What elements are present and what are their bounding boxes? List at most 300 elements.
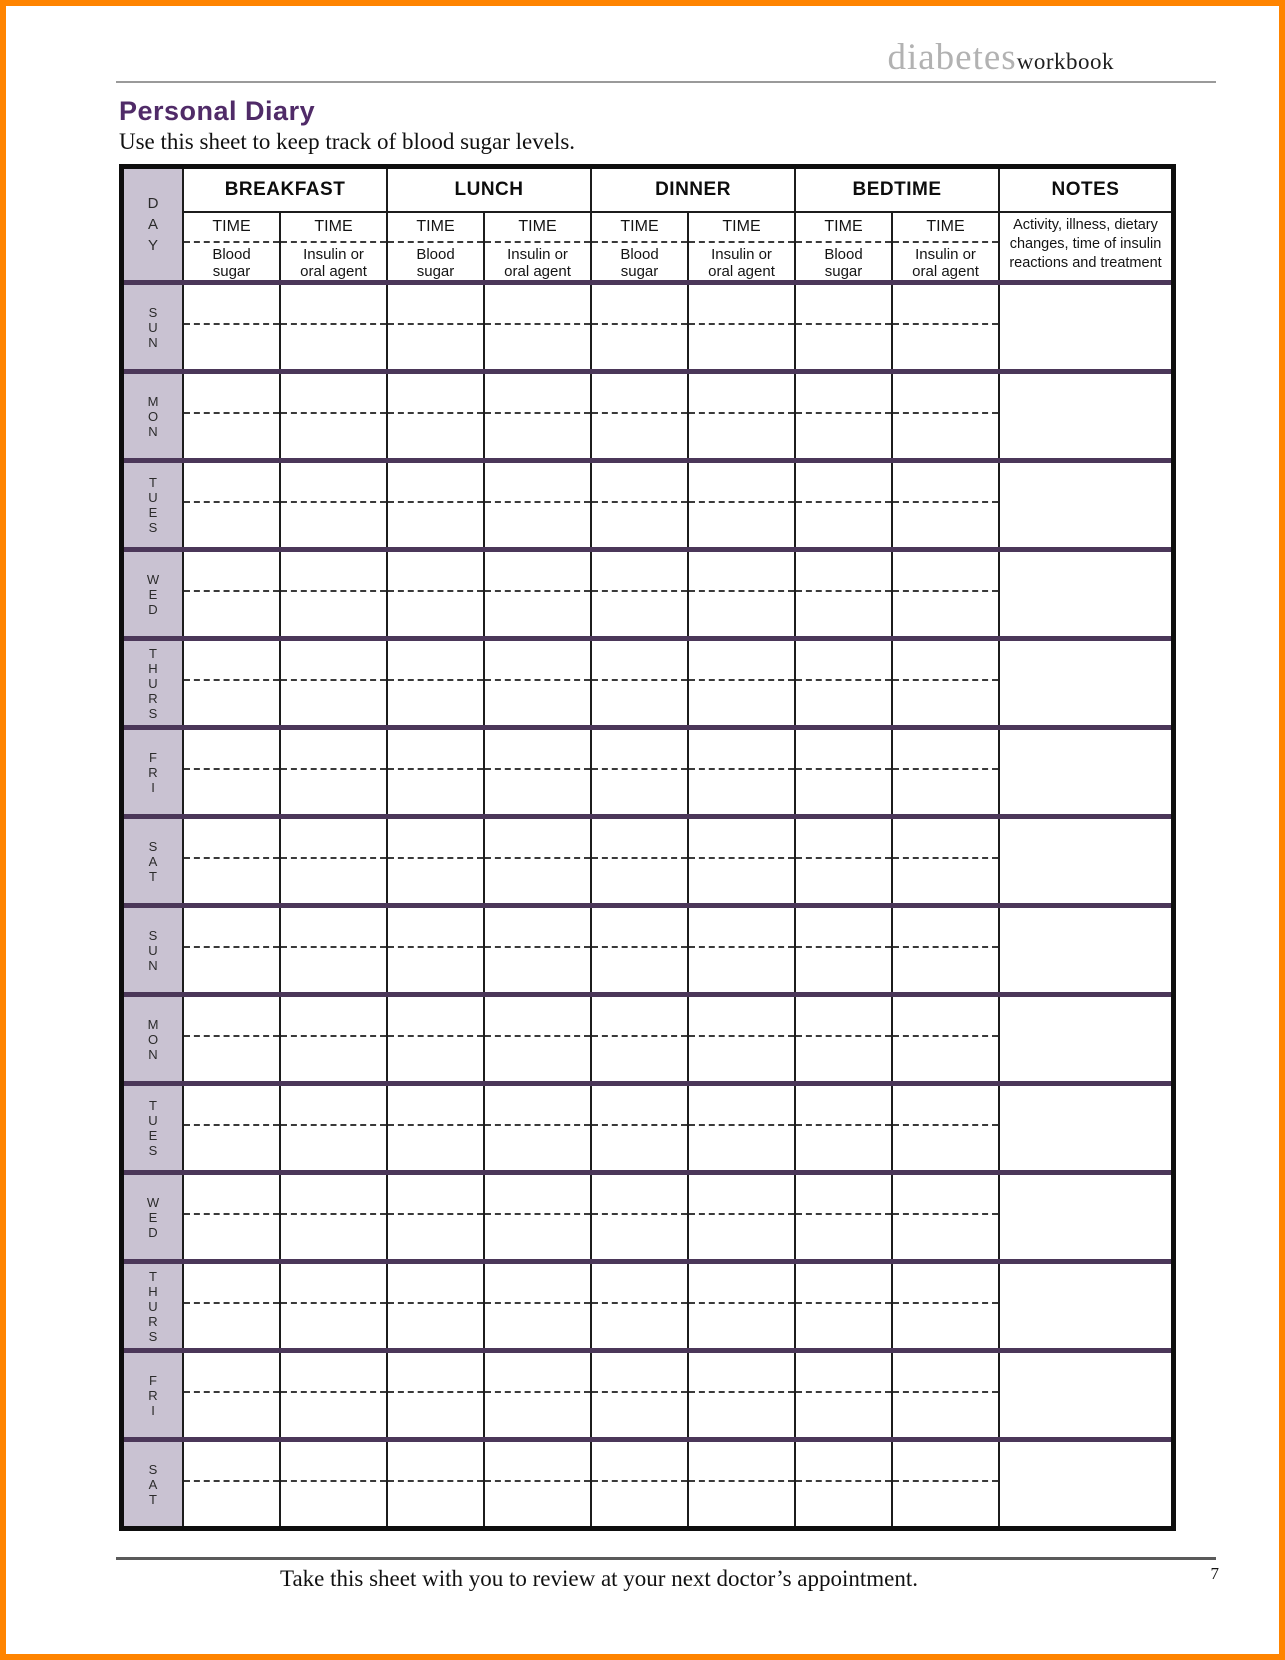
entry-divider-line [689, 1302, 794, 1304]
entry-divider-line [796, 1480, 891, 1482]
entry-divider-line [184, 1480, 279, 1482]
day-row-thurs [124, 641, 1171, 725]
entry-divider-line [184, 590, 279, 592]
entry-cell [592, 641, 689, 725]
day-label: S A T [124, 819, 184, 903]
entry-cell [796, 819, 893, 903]
entry-cell [184, 997, 281, 1081]
entry-cell [485, 552, 592, 636]
time-label: TIME [485, 213, 590, 243]
entry-cell [893, 1442, 1000, 1526]
entry-divider-line [893, 1302, 998, 1304]
entry-cell [485, 374, 592, 458]
entry-cell [184, 1353, 281, 1437]
entry-cell [592, 1264, 689, 1348]
entry-cell [796, 1086, 893, 1170]
entry-divider-line [388, 1302, 483, 1304]
entry-divider-line [592, 1124, 687, 1126]
entry-divider-line [689, 1035, 794, 1037]
entry-divider-line [796, 323, 891, 325]
entry-divider-line [184, 1035, 279, 1037]
entry-divider-line [893, 679, 998, 681]
entry-cell [281, 1086, 388, 1170]
day-label: W E D [124, 552, 184, 636]
entry-divider-line [592, 501, 687, 503]
entry-divider-line [184, 1302, 279, 1304]
entry-cell [388, 552, 485, 636]
entry-divider-line [689, 857, 794, 859]
entry-divider-line [689, 679, 794, 681]
time-label: TIME [388, 213, 483, 243]
entry-cell [796, 285, 893, 369]
entry-cell [485, 819, 592, 903]
entry-cell [689, 1264, 796, 1348]
entry-cell [689, 819, 796, 903]
entry-divider-line [893, 1035, 998, 1037]
entry-divider-line [388, 1213, 483, 1215]
entry-divider-line [281, 1480, 386, 1482]
entry-cell [592, 997, 689, 1081]
day-row-sat [124, 1442, 1171, 1526]
meal-subcolumns [592, 213, 794, 280]
entry-divider-line [281, 323, 386, 325]
page-content [119, 6, 1219, 1592]
entry-divider-line [796, 501, 891, 503]
entry-divider-line [592, 857, 687, 859]
entry-cell [281, 1442, 388, 1526]
entry-divider-line [485, 1302, 590, 1304]
day-row-fri [124, 1353, 1171, 1437]
entry-divider-line [485, 590, 590, 592]
notes-cell [1000, 374, 1171, 458]
entry-cell [893, 641, 1000, 725]
notes-cell [1000, 285, 1171, 369]
entry-divider-line [485, 323, 590, 325]
header-rule [116, 81, 1216, 83]
notes-cell [1000, 1086, 1171, 1170]
entry-cell [592, 819, 689, 903]
entry-divider-line [689, 1124, 794, 1126]
day-label: M O N [124, 374, 184, 458]
entry-cell [689, 285, 796, 369]
entry-divider-line [184, 323, 279, 325]
entry-divider-line [796, 1302, 891, 1304]
entry-cell [592, 285, 689, 369]
notes-cell [1000, 552, 1171, 636]
day-label: F R I [124, 1353, 184, 1437]
entry-cell [485, 997, 592, 1081]
entry-cell [281, 552, 388, 636]
entry-cell [592, 1086, 689, 1170]
entry-divider-line [388, 1035, 483, 1037]
entry-divider-line [893, 1213, 998, 1215]
entry-cell [388, 1175, 485, 1259]
entry-divider-line [485, 946, 590, 948]
brand-header [119, 36, 1176, 79]
time-label: TIME [184, 213, 279, 243]
entry-cell [281, 819, 388, 903]
entry-cell [689, 1353, 796, 1437]
insulin-or-oral-agent-column-header [281, 213, 386, 280]
entry-cell [184, 1086, 281, 1170]
day-label: T U E S [124, 1086, 184, 1170]
entry-cell [592, 552, 689, 636]
entry-divider-line [485, 768, 590, 770]
insulin-or-oral-agent-column-header [689, 213, 794, 280]
entry-cell [485, 641, 592, 725]
entry-divider-line [796, 1124, 891, 1126]
notes-cell [1000, 997, 1171, 1081]
page-number: 7 [1210, 1564, 1219, 1583]
entry-divider-line [689, 590, 794, 592]
entry-cell [689, 1175, 796, 1259]
notes-cell [1000, 1353, 1171, 1437]
day-row-sun [124, 285, 1171, 369]
day-label: S U N [124, 908, 184, 992]
entry-divider-line [893, 1124, 998, 1126]
blood-sugar-column-header [388, 213, 485, 280]
sub-label: Blood sugar [620, 246, 659, 280]
notes-cell [1000, 1442, 1171, 1526]
entry-cell [388, 463, 485, 547]
day-row-sun [124, 908, 1171, 992]
entry-divider-line [689, 1391, 794, 1393]
notes-cell [1000, 463, 1171, 547]
meal-group [388, 169, 592, 280]
entry-divider-line [388, 412, 483, 414]
entry-divider-line [388, 946, 483, 948]
entry-cell [184, 641, 281, 725]
entry-cell [592, 463, 689, 547]
time-label: TIME [893, 213, 998, 243]
table-header [124, 169, 1171, 280]
entry-cell [893, 285, 1000, 369]
blood-sugar-column-header [592, 213, 689, 280]
day-row-mon [124, 374, 1171, 458]
brand-suffix: workbook [1016, 49, 1114, 74]
entry-cell [184, 819, 281, 903]
meal-header: DINNER [592, 169, 794, 213]
day-row-wed [124, 1175, 1171, 1259]
entry-divider-line [184, 857, 279, 859]
sub-label: Insulin or oral agent [912, 246, 979, 280]
entry-divider-line [485, 1035, 590, 1037]
entry-divider-line [485, 501, 590, 503]
entry-cell [893, 1264, 1000, 1348]
footer-rule [116, 1557, 1216, 1560]
entry-divider-line [689, 412, 794, 414]
entry-divider-line [592, 1213, 687, 1215]
entry-divider-line [592, 1480, 687, 1482]
entry-divider-line [796, 946, 891, 948]
entry-cell [184, 463, 281, 547]
day-label: W E D [124, 1175, 184, 1259]
entry-cell [689, 641, 796, 725]
entry-cell [184, 730, 281, 814]
notes-cell [1000, 819, 1171, 903]
entry-divider-line [485, 1124, 590, 1126]
entry-cell [689, 1442, 796, 1526]
page-subtitle: Use this sheet to keep track of blood sugar levels. [119, 129, 576, 154]
entry-cell [485, 1442, 592, 1526]
entry-cell [796, 997, 893, 1081]
entry-divider-line [592, 412, 687, 414]
meal-subcolumns [184, 213, 386, 280]
entry-divider-line [184, 679, 279, 681]
entry-divider-line [388, 857, 483, 859]
entry-cell [281, 1353, 388, 1437]
entry-divider-line [893, 412, 998, 414]
entry-divider-line [796, 768, 891, 770]
entry-cell [281, 1175, 388, 1259]
page-title: Personal Diary [119, 96, 316, 126]
entry-cell [893, 374, 1000, 458]
meal-header: BEDTIME [796, 169, 998, 213]
entry-divider-line [893, 323, 998, 325]
entry-divider-line [592, 323, 687, 325]
entry-cell [689, 997, 796, 1081]
day-label: T U E S [124, 463, 184, 547]
entry-divider-line [893, 1391, 998, 1393]
day-row-mon [124, 997, 1171, 1081]
day-row-tues [124, 463, 1171, 547]
brand-name: diabetes [887, 37, 1017, 78]
entry-divider-line [388, 768, 483, 770]
entry-cell [796, 463, 893, 547]
entry-cell [592, 908, 689, 992]
entry-cell [184, 1264, 281, 1348]
meal-header: BREAKFAST [184, 169, 386, 213]
sub-label: Blood sugar [824, 246, 863, 280]
sub-label: Blood sugar [416, 246, 455, 280]
entry-cell [689, 463, 796, 547]
entry-cell [689, 908, 796, 992]
entry-cell [281, 997, 388, 1081]
entry-cell [388, 730, 485, 814]
entry-cell [689, 552, 796, 636]
entry-cell [592, 1353, 689, 1437]
entry-cell [796, 1353, 893, 1437]
day-label: S A T [124, 1442, 184, 1526]
sub-label: Insulin or oral agent [504, 246, 571, 280]
entry-cell [388, 285, 485, 369]
entry-cell [388, 1353, 485, 1437]
entry-cell [796, 641, 893, 725]
entry-divider-line [592, 1035, 687, 1037]
entry-cell [388, 1264, 485, 1348]
entry-divider-line [281, 1124, 386, 1126]
entry-divider-line [281, 679, 386, 681]
notes-cell [1000, 730, 1171, 814]
entry-divider-line [485, 412, 590, 414]
entry-cell [281, 374, 388, 458]
entry-divider-line [388, 1391, 483, 1393]
entry-cell [388, 641, 485, 725]
entry-cell [689, 374, 796, 458]
notes-header: NOTES [1000, 169, 1171, 213]
entry-divider-line [485, 679, 590, 681]
entry-cell [388, 1442, 485, 1526]
notes-cell [1000, 908, 1171, 992]
entry-divider-line [281, 1302, 386, 1304]
entry-divider-line [184, 946, 279, 948]
entry-divider-line [689, 1480, 794, 1482]
entry-divider-line [184, 768, 279, 770]
entry-divider-line [281, 1391, 386, 1393]
entry-divider-line [689, 768, 794, 770]
entry-divider-line [281, 946, 386, 948]
meal-subcolumns [388, 213, 590, 280]
insulin-or-oral-agent-column-header [485, 213, 590, 280]
sub-label: Insulin or oral agent [708, 246, 775, 280]
entry-cell [592, 1442, 689, 1526]
notes-cell [1000, 1175, 1171, 1259]
entry-divider-line [281, 501, 386, 503]
entry-divider-line [893, 501, 998, 503]
entry-divider-line [796, 1213, 891, 1215]
entry-divider-line [281, 1035, 386, 1037]
day-label: S U N [124, 285, 184, 369]
entry-cell [893, 997, 1000, 1081]
entry-cell [592, 730, 689, 814]
entry-divider-line [592, 1391, 687, 1393]
sub-label: Insulin or oral agent [300, 246, 367, 280]
entry-divider-line [689, 1213, 794, 1215]
entry-cell [485, 908, 592, 992]
entry-divider-line [485, 1213, 590, 1215]
entry-cell [893, 730, 1000, 814]
entry-cell [893, 908, 1000, 992]
entry-cell [592, 374, 689, 458]
entry-cell [281, 730, 388, 814]
meal-header: LUNCH [388, 169, 590, 213]
entry-cell [592, 1175, 689, 1259]
meal-subcolumns [796, 213, 998, 280]
entry-cell [796, 908, 893, 992]
entry-divider-line [689, 323, 794, 325]
entry-divider-line [592, 946, 687, 948]
entry-cell [689, 730, 796, 814]
entry-divider-line [388, 323, 483, 325]
entry-divider-line [184, 501, 279, 503]
entry-cell [184, 285, 281, 369]
entry-cell [281, 908, 388, 992]
entry-divider-line [796, 679, 891, 681]
entry-cell [485, 1175, 592, 1259]
entry-cell [689, 1086, 796, 1170]
entry-cell [184, 1175, 281, 1259]
entry-cell [796, 1442, 893, 1526]
entry-cell [184, 1442, 281, 1526]
entry-divider-line [485, 1480, 590, 1482]
day-label: T H U R S [124, 641, 184, 725]
entry-divider-line [388, 590, 483, 592]
meal-group [592, 169, 796, 280]
entry-cell [893, 463, 1000, 547]
entry-divider-line [592, 768, 687, 770]
meal-group [184, 169, 388, 280]
entry-divider-line [796, 590, 891, 592]
entry-cell [281, 1264, 388, 1348]
entry-divider-line [893, 857, 998, 859]
entry-cell [485, 1086, 592, 1170]
day-row-sat [124, 819, 1171, 903]
entry-divider-line [388, 1480, 483, 1482]
entry-divider-line [592, 679, 687, 681]
entry-divider-line [388, 1124, 483, 1126]
entry-divider-line [184, 412, 279, 414]
entry-cell [388, 997, 485, 1081]
entry-divider-line [281, 768, 386, 770]
entry-cell [893, 1086, 1000, 1170]
entry-cell [388, 374, 485, 458]
blood-sugar-column-header [796, 213, 893, 280]
meal-group [796, 169, 1000, 280]
notes-description: Activity, illness, dietary changes, time of insulin reactions and treatment [1009, 217, 1162, 271]
entry-cell [893, 1175, 1000, 1259]
entry-divider-line [485, 857, 590, 859]
entry-cell [184, 908, 281, 992]
entry-divider-line [796, 412, 891, 414]
entry-cell [485, 285, 592, 369]
entry-cell [281, 285, 388, 369]
entry-divider-line [592, 1302, 687, 1304]
footer-note: Take this sheet with you to review at your next doctor’s appointment. [280, 1566, 918, 1591]
time-label: TIME [796, 213, 891, 243]
entry-divider-line [796, 1035, 891, 1037]
entry-cell [281, 641, 388, 725]
day-row-thurs [124, 1264, 1171, 1348]
day-column-header: D A Y [124, 169, 184, 280]
entry-divider-line [388, 501, 483, 503]
entry-cell [388, 908, 485, 992]
sub-label: Blood sugar [212, 246, 251, 280]
entry-cell [893, 552, 1000, 636]
diary-table [119, 164, 1176, 1531]
time-label: TIME [281, 213, 386, 243]
entry-cell [796, 552, 893, 636]
entry-cell [388, 819, 485, 903]
entry-divider-line [893, 1480, 998, 1482]
notes-cell [1000, 1264, 1171, 1348]
entry-divider-line [184, 1124, 279, 1126]
entry-cell [485, 1353, 592, 1437]
entry-divider-line [388, 679, 483, 681]
entry-divider-line [184, 1213, 279, 1215]
entry-cell [281, 463, 388, 547]
entry-divider-line [281, 857, 386, 859]
day-row-wed [124, 552, 1171, 636]
entry-cell [796, 374, 893, 458]
footer [119, 1566, 1219, 1592]
entry-divider-line [281, 1213, 386, 1215]
entry-divider-line [796, 1391, 891, 1393]
entry-divider-line [184, 1391, 279, 1393]
entry-divider-line [592, 590, 687, 592]
entry-cell [796, 1175, 893, 1259]
entry-cell [796, 730, 893, 814]
entry-divider-line [689, 946, 794, 948]
entry-divider-line [893, 768, 998, 770]
entry-cell [184, 552, 281, 636]
entry-divider-line [689, 501, 794, 503]
entry-divider-line [893, 946, 998, 948]
entry-cell [893, 819, 1000, 903]
entry-cell [485, 463, 592, 547]
time-label: TIME [689, 213, 794, 243]
entry-cell [184, 374, 281, 458]
day-row-tues [124, 1086, 1171, 1170]
